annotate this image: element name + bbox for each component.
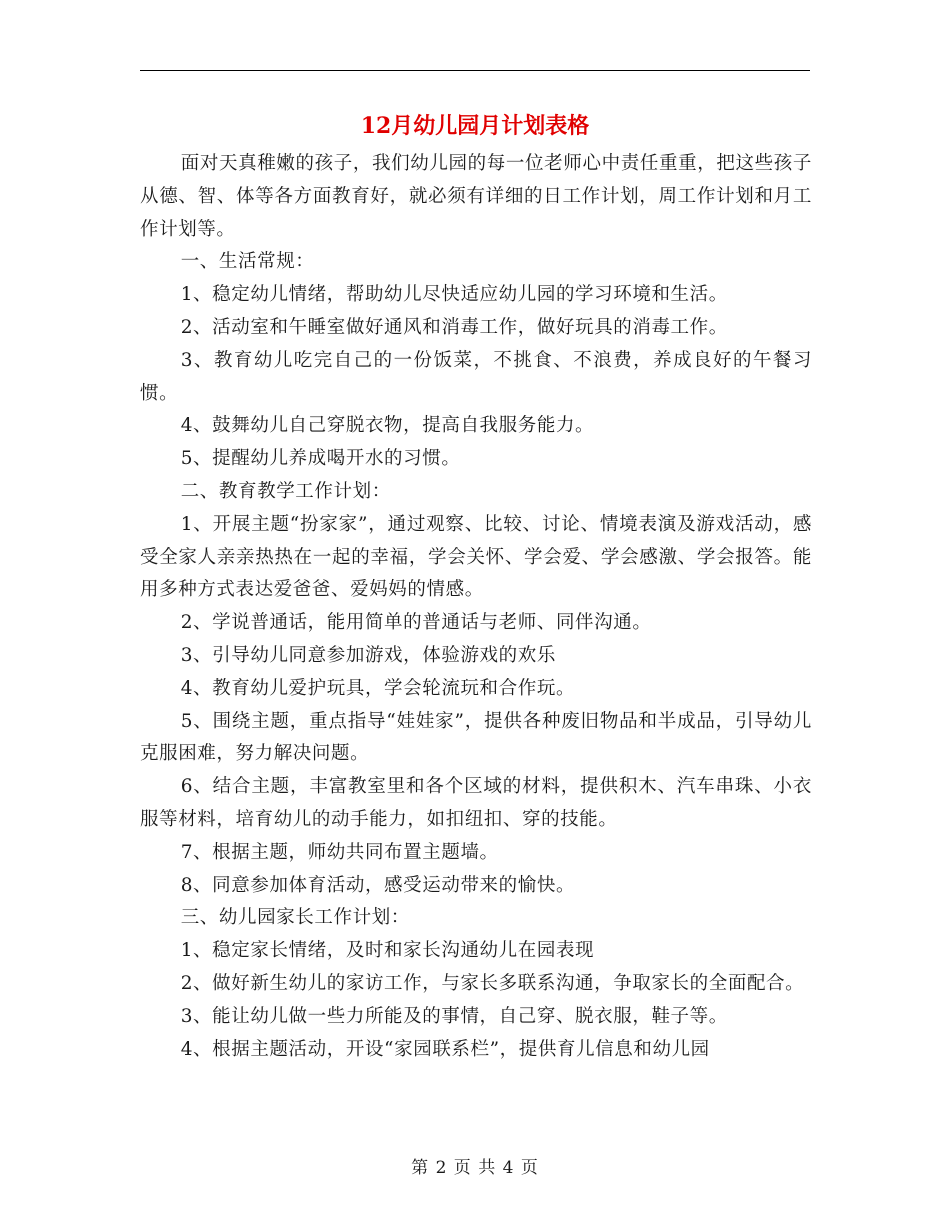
page-number-footer: 第 2 页 共 4 页 — [411, 1158, 539, 1178]
list-item: 2、活动室和午睡室做好通风和消毒工作，做好玩具的消毒工作。 — [180, 316, 728, 338]
list-item: 5、围绕主题，重点指导“娃娃家”，提供各种废旧物品和半成品，引导幼儿克服困难，努力解决问题。 — [140, 710, 812, 765]
list-item: 4、教育幼儿爱护玩具，学会轮流玩和合作玩。 — [180, 677, 576, 699]
section-heading-parent-work: 三、幼儿园家长工作计划： — [180, 907, 410, 929]
list-item: 4、鼓舞幼儿自己穿脱衣物，提高自我服务能力。 — [180, 415, 595, 437]
list-item: 7、根据主题，师幼共同布置主题墙。 — [180, 841, 499, 863]
list-item: 4、根据主题活动，开设“家园联系栏”，提供育儿信息和幼儿园 — [180, 1038, 710, 1060]
section-heading-life-routine: 一、生活常规： — [180, 251, 315, 273]
list-item: 2、学说普通话，能用简单的普通话与老师、同伴沟通。 — [180, 612, 652, 634]
header-rule — [140, 70, 810, 71]
list-item: 3、教育幼儿吃完自己的一份饭菜，不挑食、不浪费，养成良好的午餐习惯。 — [140, 349, 812, 404]
list-item: 3、引导幼儿同意参加游戏，体验游戏的欢乐 — [180, 644, 556, 666]
list-item: 1、稳定幼儿情绪，帮助幼儿尽快适应幼儿园的学习环境和生活。 — [180, 284, 728, 306]
intro-paragraph: 面对天真稚嫩的孩子，我们幼儿园的每一位老师心中责任重重，把这些孩子从德、智、体等各方面教育好，就必须有详细的日工作计划，周工作计划和月工作计划等。 — [140, 153, 812, 240]
document-body — [140, 148, 812, 1066]
list-item: 1、稳定家长情绪，及时和家长沟通幼儿在园表现 — [180, 940, 595, 962]
list-item: 8、同意参加体育活动，感受运动带来的愉快。 — [180, 874, 576, 896]
section-heading-teaching-plan: 二、教育教学工作计划： — [180, 480, 391, 502]
list-item: 6、结合主题，丰富教室里和各个区域的材料，提供积木、汽车串珠、小衣服等材料，培育幼儿的动手能力，如扣纽扣、穿的技能。 — [140, 776, 812, 830]
list-item: 1、开展主题“扮家家”，通过观察、比较、讨论、情境表演及游戏活动，感受全家人亲亲热热在一起的幸福，学会关怀、学会爱、学会感激、学会报答。能用多种方式表达爱爸爸、爱妈妈的情感。 — [140, 513, 812, 601]
list-item: 3、能让幼儿做一些力所能及的事情，自己穿、脱衣服，鞋子等。 — [180, 1005, 728, 1027]
list-item: 2、做好新生幼儿的家访工作，与家长多联系沟通，争取家长的全面配合。 — [180, 972, 805, 994]
list-item: 5、提醒幼儿养成喝开水的习惯。 — [180, 448, 461, 470]
document-title: 12月幼儿园月计划表格 — [360, 113, 590, 139]
